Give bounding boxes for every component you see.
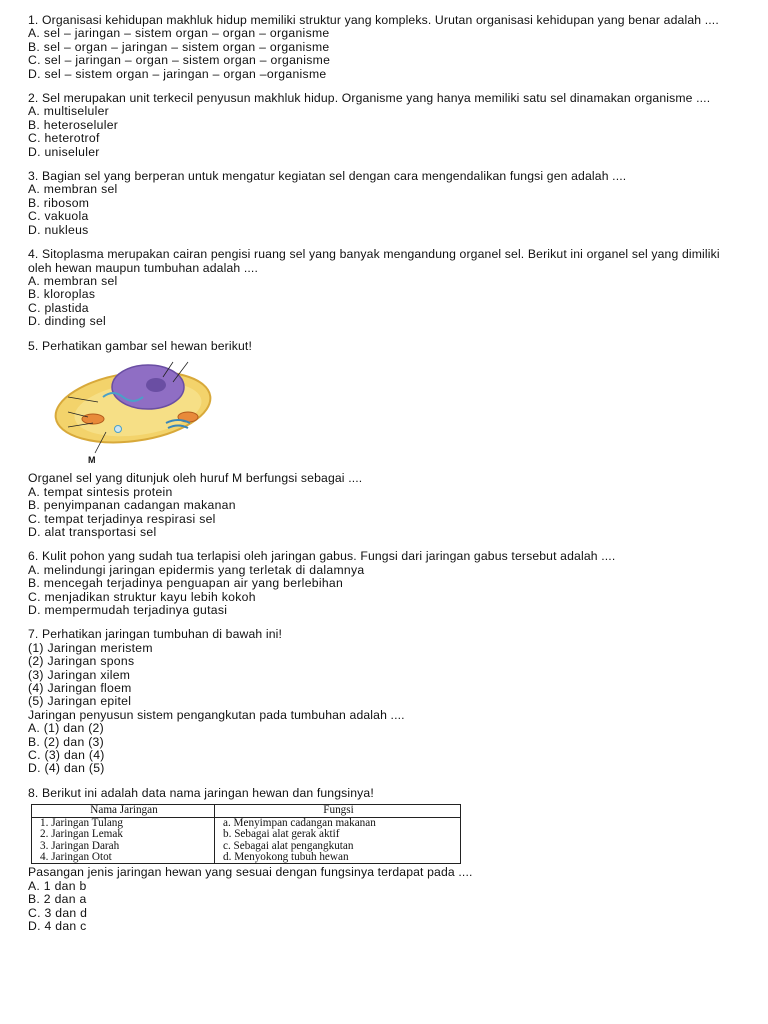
question-5-option-a: A. tempat sintesis protein [28, 484, 173, 499]
table-cell-functions [215, 817, 461, 864]
question-5-option-c: C. tempat terjadinya respirasi sel [28, 511, 216, 526]
question-6 [28, 550, 746, 617]
question-1-option-b: B. sel – organ – jaringan – sistem organ – organisme [28, 39, 330, 54]
question-8-stem: 8. Berikut ini adalah data nama jaringan hewan dan fungsinya! [28, 785, 374, 800]
question-5-question: Organel sel yang ditunjuk oleh huruf M berfungsi sebagai .... [28, 471, 366, 486]
question-7-option-b: B. (2) dan (3) [28, 734, 104, 749]
question-7-option-d: D. (4) dan (5) [28, 761, 105, 776]
question-7-item-2: (2) Jaringan spons [28, 654, 135, 669]
question-7-option-c: C. (3) dan (4) [28, 748, 105, 763]
tissue-4: 4. Jaringan Otot [40, 850, 112, 863]
question-8-option-d: D. 4 dan c [28, 918, 87, 933]
question-7-item-5: (5) Jaringan epitel [28, 694, 132, 709]
question-5 [28, 340, 746, 540]
question-7-option-a: A. (1) dan (2) [28, 721, 104, 736]
question-6-option-d: D. mempermudah terjadinya gutasi [28, 603, 228, 617]
question-8-option-a: A. 1 dan b [28, 878, 87, 893]
question-2-option-c: C. heterotrof [28, 131, 100, 146]
question-1 [28, 14, 746, 81]
question-1-stem: 1. Organisasi kehidupan makhluk hidup memiliki struktur yang kompleks. Urutan organisasi kehidupan yang benar adalah .... [28, 13, 723, 27]
question-5-option-d: D. alat transportasi sel [28, 524, 157, 539]
question-8-option-b: B. 2 dan a [28, 892, 87, 907]
question-2-stem: 2. Sel merupakan unit terkecil penyusun makhluk hidup. Organisme yang hanya memiliki satu sel dinamakan organisme .... [28, 91, 711, 106]
question-1-option-d: D. sel – sistem organ – jaringan – organ –organisme [28, 66, 327, 81]
question-8 [28, 787, 746, 933]
question-4-option-c: C. plastida [28, 300, 89, 315]
question-2-option-a: A. multiseluler [28, 104, 110, 119]
table-header-function: Fungsi [215, 805, 461, 817]
question-6-option-a: A. melindungi jaringan epidermis yang terletak di dalamnya [28, 562, 365, 577]
table-row [32, 817, 461, 864]
question-3-option-d: D. nukleus [28, 222, 89, 237]
question-4 [28, 248, 746, 328]
question-4-option-a: A. membran sel [28, 273, 118, 288]
question-6-option-b: B. mencegah terjadinya penguapan air yang berlebihan [28, 576, 344, 591]
table-header-row [32, 805, 461, 817]
question-3-stem: 3. Bagian sel yang berperan untuk mengatur kegiatan sel dengan cara mengendalikan fungsi gen adalah .... [28, 169, 630, 184]
figure-label-m: M [88, 454, 96, 465]
question-7-item-4: (4) Jaringan floem [28, 681, 132, 696]
question-5-option-b: B. penyimpanan cadangan makanan [28, 498, 236, 513]
question-5-stem: 5. Perhatikan gambar sel hewan berikut! [28, 338, 252, 353]
question-4-stem: 4. Sitoplasma merupakan cairan pengisi ruang sel yang banyak mengandung organel sel. Berikut ini organel sel yang dimiliki oleh hewan maupun tumbuhan adalah .... [28, 247, 724, 275]
table-header-tissue: Nama Jaringan [32, 805, 215, 817]
animal-cell-figure [48, 357, 228, 467]
question-2-option-b: B. heteroseluler [28, 117, 119, 132]
table-cell-tissues [32, 817, 215, 864]
tissue-3: 3. Jaringan Darah [40, 839, 120, 852]
vesicle [115, 425, 122, 432]
question-4-option-b: B. kloroplas [28, 287, 96, 302]
tissue-1: 1. Jaringan Tulang [40, 816, 123, 829]
tissue-2: 2. Jaringan Lemak [40, 828, 123, 841]
function-d: d. Menyokong tubuh hewan [223, 850, 349, 863]
question-3 [28, 170, 746, 237]
question-1-option-a: A. sel – jaringan – sistem organ – organ – organisme [28, 26, 330, 41]
question-3-option-a: A. membran sel [28, 182, 118, 197]
function-a: a. Menyimpan cadangan makanan [223, 816, 376, 829]
nucleolus [146, 378, 166, 392]
question-7-stem: 7. Perhatikan jaringan tumbuhan di bawah ini! [28, 627, 283, 642]
question-2-option-d: D. uniseluler [28, 144, 100, 159]
question-6-stem: 6. Kulit pohon yang sudah tua terlapisi oleh jaringan gabus. Fungsi dari jaringan gabus tersebut adalah .... [28, 549, 619, 564]
question-6-option-c: C. menjadikan struktur kayu lebih kokoh [28, 589, 256, 604]
question-1-option-c: C. sel – jaringan – organ – sistem organ – organisme [28, 53, 331, 68]
question-7-question: Jaringan penyusun sistem pengangkutan pada tumbuhan adalah .... [28, 707, 409, 722]
question-7-item-3: (3) Jaringan xilem [28, 667, 131, 682]
question-7 [28, 628, 746, 775]
question-7-item-1: (1) Jaringan meristem [28, 640, 153, 655]
mitochondrion-1 [82, 414, 104, 424]
question-4-option-d: D. dinding sel [28, 314, 107, 329]
question-3-option-c: C. vakuola [28, 209, 89, 224]
function-c: c. Sebagai alat pengangkutan [223, 839, 354, 852]
question-3-option-b: B. ribosom [28, 195, 90, 210]
tissue-function-table [31, 804, 461, 864]
question-8-question: Pasangan jenis jaringan hewan yang sesuai dengan fungsinya terdapat pada .... [28, 865, 477, 880]
function-b: b. Sebagai alat gerak aktif [223, 828, 340, 841]
question-2 [28, 92, 746, 159]
question-8-option-c: C. 3 dan d [28, 905, 88, 920]
